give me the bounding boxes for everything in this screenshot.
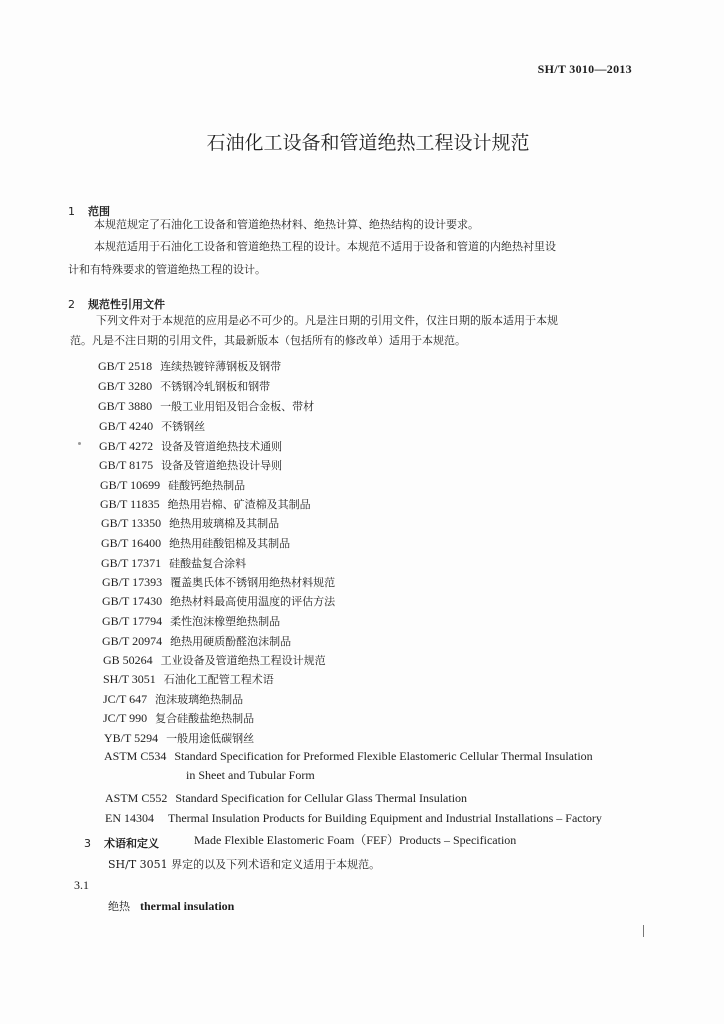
reference-item: [103, 710, 254, 726]
section-number: 1: [68, 205, 75, 218]
reference-item-continuation: [186, 768, 315, 783]
reference-title: 绝热材料最高使用温度的评估方法: [170, 595, 336, 608]
reference-item: [99, 418, 205, 434]
scan-dot: [78, 442, 81, 445]
section-2-paragraph-1: [74, 310, 674, 331]
standard-code: SH/T 3010—2013: [537, 62, 632, 76]
reference-title: Thermal Insulation Products for Building Equipment and Industrial Installations – Factory: [168, 811, 602, 825]
reference-code: GB/T 20974: [102, 634, 163, 648]
section-title: 规范性引用文件: [88, 298, 165, 311]
section-number: 3: [84, 837, 91, 850]
reference-code: ASTM C552: [105, 791, 168, 805]
reference-title: 复合硅酸盐绝热制品: [155, 712, 255, 725]
reference-code: GB 50264: [103, 653, 153, 667]
reference-item: [100, 477, 245, 493]
reference-code: GB/T 17794: [102, 614, 163, 628]
reference-title: Standard Specification for Cellular Glass Thermal Insulation: [175, 791, 468, 805]
term-entry: [108, 898, 234, 914]
paragraph-text: 本规范适用于石油化工设备和管道绝热工程的设计。本规范不适用于设备和管道的内绝热衬里设: [94, 240, 556, 253]
reference-item: [101, 535, 290, 551]
reference-title: 硅酸钙绝热制品: [168, 479, 246, 492]
reference-item: [98, 378, 270, 394]
reference-item: [102, 593, 335, 609]
reference-item: [105, 811, 602, 826]
paragraph-text: 本规范规定了石油化工设备和管道绝热材料、绝热计算、绝热结构的设计要求。: [94, 218, 479, 231]
section-title: 术语和定义: [104, 837, 159, 850]
term-chinese: 绝热: [108, 900, 130, 913]
reference-title-continuation: Made Flexible Elastomeric Foam（FEF）Products – Specification: [194, 833, 517, 847]
reference-title: 泡沫玻璃绝热制品: [155, 693, 244, 706]
paragraph-text: 下列文件对于本规范的应用是必不可少的。凡是注日期的引用文件，仅注日期的版本适用于本规: [96, 314, 558, 327]
reference-item: [103, 691, 243, 707]
scan-edge-mark: [643, 925, 644, 937]
reference-title: 不锈钢丝: [161, 420, 206, 433]
reference-item: [99, 457, 282, 473]
reference-code: SH/T 3051: [103, 672, 156, 686]
reference-title: 不锈钢冷轧钢板和钢带: [160, 380, 271, 393]
reference-item: [98, 358, 281, 374]
reference-item: [104, 730, 254, 746]
reference-code: JC/T 647: [103, 692, 148, 706]
reference-code: GB/T 2518: [98, 359, 153, 373]
reference-title: 硅酸盐复合涂料: [169, 557, 247, 570]
document-title: 石油化工设备和管道绝热工程设计规范: [206, 132, 530, 154]
reference-item: [104, 749, 593, 764]
paragraph-text: SH/T 3051 界定的以及下列术语和定义适用于本规范。: [108, 858, 381, 871]
reference-title: 设备及管道绝热技术通则: [161, 440, 283, 453]
reference-item: [98, 398, 314, 414]
reference-item: [103, 652, 326, 668]
reference-title: 工业设备及管道绝热工程设计规范: [160, 654, 326, 667]
reference-code: GB/T 11835: [100, 497, 160, 511]
reference-item: [101, 515, 279, 531]
reference-title: 绝热用岩棉、矿渣棉及其制品: [167, 498, 311, 511]
reference-item: [102, 633, 291, 649]
reference-title: 柔性泡沫橡塑绝热制品: [170, 615, 281, 628]
reference-item: [103, 671, 274, 687]
reference-title: 绝热用硬质酚醛泡沫制品: [170, 635, 292, 648]
reference-code: YB/T 5294: [104, 731, 159, 745]
reference-code: GB/T 4272: [99, 439, 154, 453]
section-1-paragraph-2: [72, 236, 652, 257]
section-3-paragraph-1: [108, 854, 668, 875]
section-number: 2: [68, 298, 75, 311]
reference-title: 连续热镀锌薄钢板及钢带: [160, 360, 282, 373]
reference-code: JC/T 990: [103, 711, 148, 725]
reference-title: 石油化工配管工程术语: [163, 673, 274, 686]
term-english: thermal insulation: [140, 899, 235, 913]
section-title: 范围: [88, 205, 110, 218]
reference-code: ASTM C534: [104, 749, 167, 763]
reference-title: 设备及管道绝热设计导则: [161, 459, 283, 472]
reference-code: GB/T 3880: [98, 399, 153, 413]
reference-code: GB/T 10699: [100, 478, 161, 492]
reference-item: [105, 791, 467, 806]
reference-code: GB/T 17371: [101, 556, 162, 570]
reference-code: GB/T 13350: [101, 516, 162, 530]
reference-code: GB/T 8175: [99, 458, 154, 472]
reference-code: EN 14304: [105, 811, 154, 825]
reference-item: [101, 555, 246, 571]
reference-code: GB/T 4240: [99, 419, 154, 433]
reference-code: GB/T 3280: [98, 379, 153, 393]
reference-title: Standard Specification for Preformed Flexible Elastomeric Cellular Thermal Insulation: [174, 749, 593, 763]
reference-item-continuation: [194, 831, 516, 848]
reference-title: 绝热用玻璃棉及其制品: [169, 517, 280, 530]
section-2-paragraph-1-cont: [70, 330, 670, 351]
reference-title: 覆盖奥氏体不锈钢用绝热材料规范: [170, 576, 336, 589]
section-1-paragraph-1: [72, 214, 652, 235]
reference-code: GB/T 16400: [101, 536, 162, 550]
reference-item: [102, 613, 280, 629]
reference-title-continuation: in Sheet and Tubular Form: [186, 768, 315, 782]
reference-title: 一般工业用铝及铝合金板、带材: [160, 400, 315, 413]
clause-number: 3.1: [74, 878, 89, 892]
reference-item: [100, 496, 311, 512]
reference-item: [102, 574, 335, 590]
reference-code: GB/T 17430: [102, 594, 163, 608]
paragraph-text: 计和有特殊要求的管道绝热工程的设计。: [68, 263, 266, 276]
reference-item: [99, 438, 282, 454]
section-3-heading: [84, 835, 159, 851]
paragraph-text: 范。凡是不注日期的引用文件，其最新版本（包括所有的修改单）适用于本规范。: [70, 334, 466, 347]
section-1-paragraph-2-cont: [68, 259, 648, 280]
reference-title: 一般用途低碳钢丝: [166, 732, 255, 745]
reference-title: 绝热用硅酸铝棉及其制品: [169, 537, 291, 550]
reference-code: GB/T 17393: [102, 575, 163, 589]
